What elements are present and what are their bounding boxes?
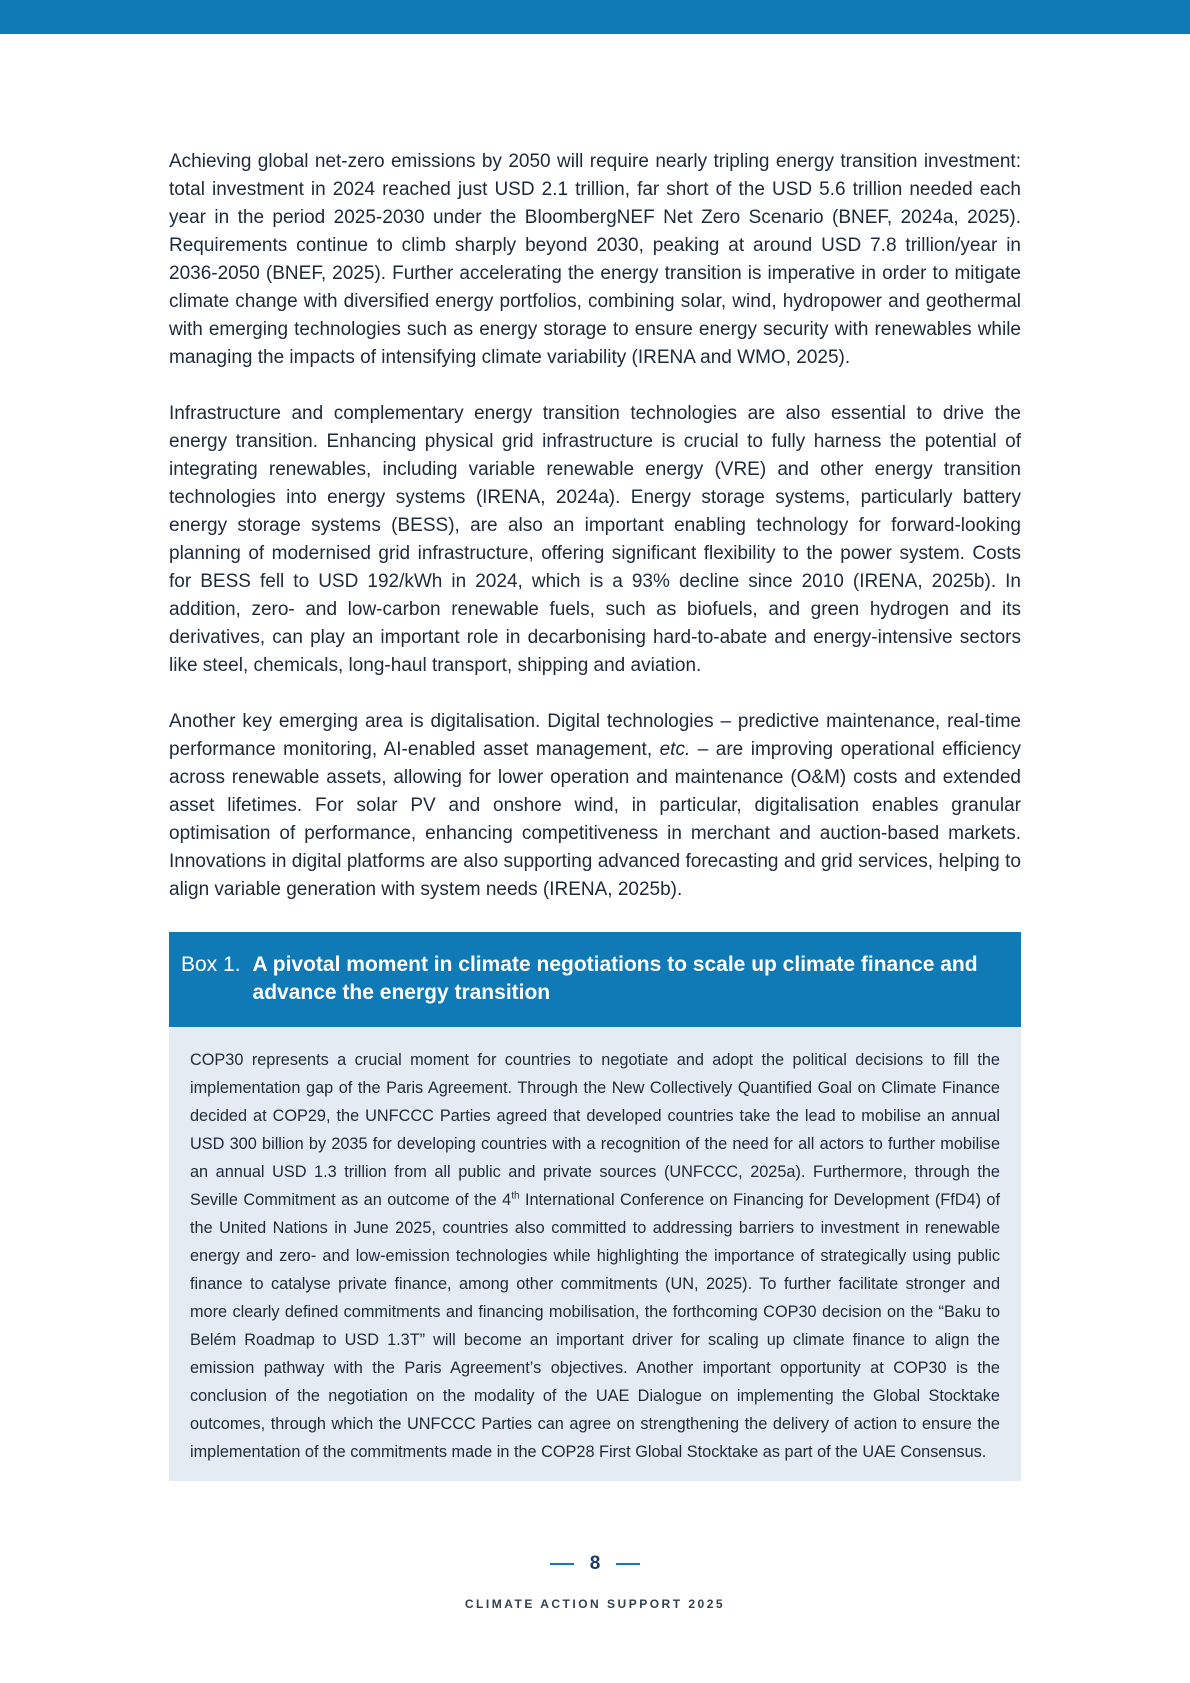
box-label: Box 1.	[181, 953, 241, 976]
paragraph-infrastructure: Infrastructure and complementary energy transition technologies are also essential to drive the energy transition. Enhancing physical grid infrastructure is crucial to fully harness the potential of integrating renewables, including variable renewable energy (VRE) and other energy transition technologies into energy systems (IRENA, 2024a). Energy storage systems, particularly battery energy storage systems (BESS), are also an important enabling technology for forward-looking planning of modernised grid infrastructure, offering significant flexibility to the power system. Costs for BESS fell to USD 192/kWh in 2024, which is a 93% decline since 2010 (IRENA, 2025b). In addition, zero- and low-carbon renewable fuels, such as biofuels, and green hydrogen and its derivatives, can play an important role in decarbonising hard-to-abate and energy-intensive sectors like steel, chemicals, long-haul transport, shipping and aviation.	[169, 403, 1021, 676]
box-body-part2: International Conference on Financing for Development (FfD4) of the United Nations in June 2025, countries also committed to addressing barriers to investment in renewable energy and zero- and low-emission technologies while highlighting the importance of strategically using public finance to catalyse private finance, among other commitments (UN, 2025). To further facilitate stronger and more clearly defined commitments and financing mobilisation, the forthcoming COP30 decision on the “Baku to Belém Roadmap to USD 1.3T” will become an important driver for scaling up climate finance to align the emission pathway with the Paris Agreement’s objectives. Another important opportunity at COP30 is the conclusion of the negotiation on the modality of the UAE Dialogue on implementing the Global Stocktake outcomes, through which the UNFCCC Parties can agree on strengthening the delivery of action to ensure the implementation of the commitments made in the COP28 First Global Stocktake as part of the UAE Consensus.	[190, 1191, 1000, 1461]
box-body-superscript: th	[511, 1190, 520, 1202]
right-dash	[616, 1563, 640, 1565]
publication-title: CLIMATE ACTION SUPPORT 2025	[464, 1597, 726, 1611]
box-title: A pivotal moment in climate negotiations to scale up climate finance and advance the energy transition	[252, 953, 978, 1004]
paragraph-investment: Achieving global net-zero emissions by 2050 will require nearly tripling energy transition investment: total investment in 2024 reached just USD 2.1 trillion, far short of the USD 5.6 trillion needed each year in the period 2025-2030 under the BloombergNEF Net Zero Scenario (BNEF, 2024a, 2025). Requirements continue to climb sharply beyond 2030, peaking at around USD 7.8 trillion/year in 2036-2050 (BNEF, 2025). Further accelerating the energy transition is imperative in order to mitigate climate change with diversified energy portfolios, combining solar, wind, hydropower and geothermal with emerging technologies such as energy storage to ensure energy security with renewables while managing the impacts of intensifying climate variability (IRENA and WMO, 2025).	[169, 151, 1021, 368]
top-accent-bar	[0, 0, 1190, 34]
main-content	[169, 148, 1021, 1481]
box-body-part1: COP30 represents a crucial moment for countries to negotiate and adopt the political decisions to fill the implementation gap of the Paris Agreement. Through the New Collectively Quantified Goal on Climate Finance decided at COP29, the UNFCCC Parties agreed that developed countries take the lead to mobilise an annual USD 300 billion by 2035 for developing countries with a recognition of the need for all actors to further mobilise an annual USD 1.3 trillion from all public and private sources (UNFCCC, 2025a). Furthermore, through the Seville Commitment as an outcome of the 4	[190, 1051, 1000, 1209]
page-number-row	[0, 1553, 1190, 1575]
paragraph-digitalisation-part2: – are improving operational efficiency across renewable assets, allowing for lower operation and maintenance (O&M) costs and extended asset lifetimes. For solar PV and onshore wind, in particular, digitalisation enables granular optimisation of performance, enhancing competitiveness in merchant and auction-based markets. Innovations in digital platforms are also supporting advanced forecasting and grid services, helping to align variable generation with system needs (IRENA, 2025b).	[169, 739, 1021, 900]
box-body	[169, 1027, 1021, 1481]
box-header	[169, 932, 1021, 1027]
page-number: 8	[589, 1553, 601, 1574]
paragraph-digitalisation-italic: etc.	[659, 739, 691, 760]
left-dash	[550, 1563, 574, 1565]
box-1	[169, 932, 1021, 1481]
box-body-text	[190, 1046, 1000, 1466]
paragraph-digitalisation-part1: Another key emerging area is digitalisation. Digital technologies – predictive maintenance, real-time performance monitoring, AI-enabled asset management,	[169, 711, 1021, 760]
paragraph-digitalisation	[169, 708, 1021, 904]
